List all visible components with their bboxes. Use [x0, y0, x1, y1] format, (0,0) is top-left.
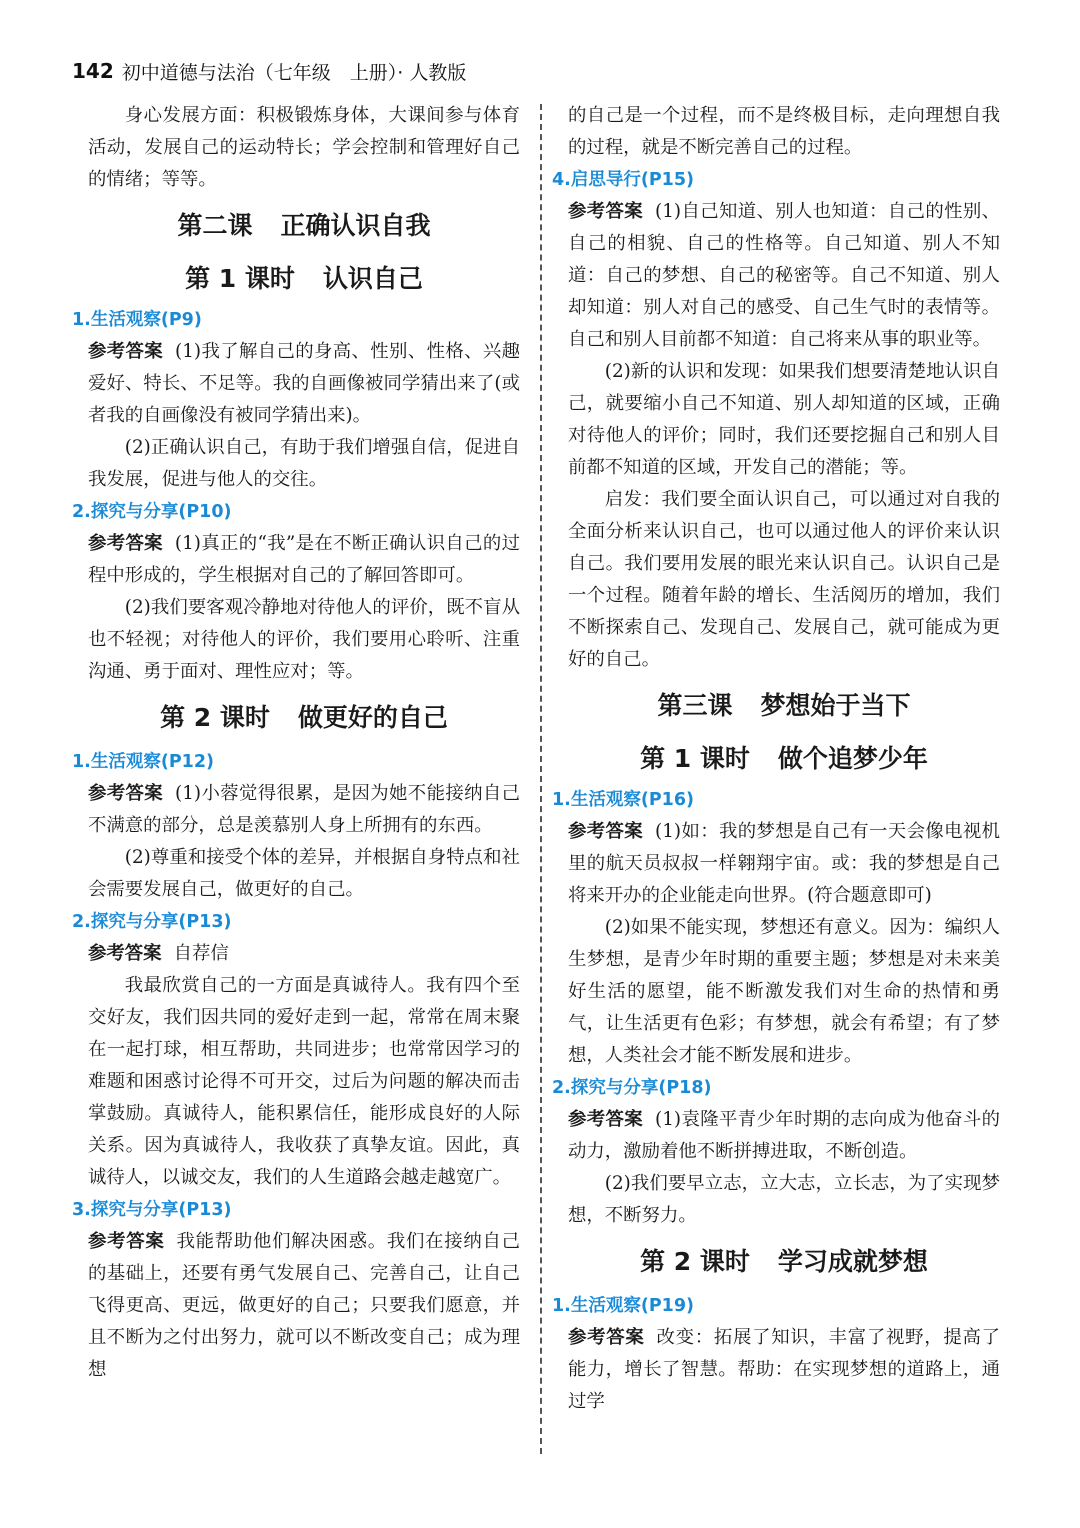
period-title — [88, 690, 520, 746]
lesson-name: 梦想始于当下 — [760, 691, 911, 720]
period-title — [88, 254, 520, 304]
answer-paragraph: (2)我们要客观冷静地对待他人的评价，既不盲从也不轻视；对待他人的评价，我们要用心聆听、注重沟通、勇于面对、理性应对；等。 — [88, 597, 520, 682]
answer-paragraph — [568, 1322, 1000, 1418]
book-title: 初中道德与法治（七年级 上册）· 人教版 — [121, 61, 467, 84]
continued-paragraph: 的自己是一个过程，而不是终极目标，走向理想自我的过程，就是不断完善自己的过程。 — [568, 105, 1000, 158]
answer-text: 改变：拓展了知识，丰富了视野，提高了能力，增长了智慧。帮助：在实现梦想的道路上，通过学 — [568, 1327, 1000, 1412]
answer-text: (1)我了解自己的身高、性别、性格、兴趣爱好、特长、不足等。我的自画像被同学猜出来了(或者我的自画像没有被同学猜出来)。 — [88, 341, 520, 426]
intro-paragraph: 身心发展方面：积极锻炼身体，大课间参与体育活动，发展自己的运动特长；学会控制和管理好自己的情绪；等等。 — [88, 105, 520, 190]
answer-label: 参考答案 — [88, 533, 163, 554]
answer-label: 参考答案 — [568, 201, 644, 222]
answer-paragraph: (2)新的认识和发现：如果我们想要清楚地认识自己，就要缩小自己不知道、别人却知道的区域，正确对待他人的评价；同时，我们还要挖掘自己和别人目前都不知道的区域，开发自己的潜能；等。 — [568, 361, 1000, 478]
answer-text: (1)袁隆平青少年时期的志向成为他奋斗的动力，激励着他不断拼搏进取，不断创造。 — [568, 1109, 1000, 1162]
answer-paragraph — [88, 938, 520, 970]
answer-text: (1)自己知道、别人也知道：自己的性别、自己的相貌、自己的性格等。自己知道、别人不知道：自己的梦想、自己的秘密等。自己不知道、别人却知道：别人对自己的感受、自己生气时的表情等。自己和别人目前都不知道：自己将来从事的职业等。 — [568, 201, 1000, 350]
answer-label: 参考答案 — [88, 341, 164, 362]
answer-paragraph: (2)我们要早立志，立大志，立长志，为了实现梦想，不断努力。 — [568, 1173, 1000, 1226]
answer-paragraph — [568, 196, 1000, 356]
answer-label: 参考答案 — [88, 1231, 165, 1252]
answer-label: 参考答案 — [568, 1109, 644, 1130]
answer-paragraph — [88, 1226, 520, 1386]
lesson-number: 第三课 — [657, 691, 733, 720]
answer-paragraph: 我最欣赏自己的一方面是真诚待人。我有四个至交好友，我们因共同的爱好走到一起，常常在周末聚在一起打球，相互帮助，共同进步；也常常因学习的难题和困惑讨论得不可开交，过后为问题的解决而击掌鼓励。真诚待人，能积累信任，能形成良好的人际关系。因为真诚待人，我收获了真挚友谊。因此，真诚待人，以诚交友，我们的人生道路会越走越宽广。 — [88, 975, 520, 1188]
answer-paragraph: (2)如果不能实现，梦想还有意义。因为：编织人生梦想，是青少年时期的重要主题；梦想是对未来美好生活的愿望，能不断激发我们对生命的热情和勇气，让生活更有色彩；有梦想，就会有希望；有了梦想，人类社会才能不断发展和进步。 — [568, 917, 1000, 1066]
period-name: 做个追梦少年 — [777, 744, 928, 773]
left-column — [72, 100, 520, 1386]
period-title — [568, 1234, 1000, 1290]
answer-label: 参考答案 — [88, 783, 164, 804]
answer-label: 参考答案 — [568, 1327, 645, 1348]
page-header — [72, 56, 466, 86]
answer-paragraph — [88, 528, 520, 592]
answer-paragraph: (2)正确认识自己，有助于我们增强自信，促进自我发展，促进与他人的交往。 — [88, 437, 520, 490]
answer-paragraph: 启发：我们要全面认识自己，可以通过对自我的全面分析来认识自己，也可以通过他人的评价来认识自己。我们要用发展的眼光来认识自己。认识自己是一个过程。随着年龄的增长、生活阅历的增加，我们不断探索自己、发现自己、发展自己，就可能成为更好的自己。 — [568, 489, 1000, 670]
lesson-title — [88, 198, 520, 254]
period-number: 第 1 课时 — [185, 264, 295, 293]
question-heading: 1.生活观察(P19) — [552, 1296, 694, 1316]
right-column — [552, 100, 1000, 1418]
answer-paragraph — [568, 1104, 1000, 1168]
answer-label: 参考答案 — [568, 821, 644, 842]
answer-text: 我能帮助他们解决困惑。我们在接纳自己的基础上，还要有勇气发展自己、完善自己，让自己飞得更高、更远，做更好的自己；只要我们愿意，并且不断为之付出努力，就可以不断改变自己；成为理想 — [88, 1231, 520, 1380]
question-heading: 2.探究与分享(P18) — [552, 1078, 712, 1098]
period-number: 第 2 课时 — [160, 703, 270, 732]
answer-paragraph — [568, 816, 1000, 912]
question-heading: 3.探究与分享(P13) — [72, 1200, 232, 1220]
answer-text: (1)如：我的梦想是自己有一天会像电视机里的航天员叔叔一样翱翔宇宙。或：我的梦想是自己将来开办的企业能走向世界。(符合题意即可) — [568, 821, 1000, 906]
column-divider — [540, 104, 542, 1454]
period-number: 第 1 课时 — [640, 744, 750, 773]
page-number: 142 — [72, 59, 114, 83]
period-name: 学习成就梦想 — [777, 1247, 928, 1276]
answer-text: (1)真正的“我”是在不断正确认识自己的过程中形成的，学生根据对自己的了解回答即可。 — [88, 533, 520, 586]
question-heading: 1.生活观察(P16) — [552, 790, 694, 810]
answer-paragraph — [88, 336, 520, 432]
question-heading: 4.启思导行(P15) — [552, 170, 694, 190]
period-title — [568, 734, 1000, 784]
question-heading: 1.生活观察(P9) — [72, 310, 202, 330]
answer-text: 自荐信 — [173, 943, 229, 964]
answer-text: (1)小蓉觉得很累，是因为她不能接纳自己不满意的部分，总是羡慕别人身上所拥有的东西。 — [88, 783, 520, 836]
lesson-name: 正确认识自我 — [280, 211, 431, 240]
lesson-title — [568, 678, 1000, 734]
question-heading: 2.探究与分享(P13) — [72, 912, 232, 932]
answer-paragraph: (2)尊重和接受个体的差异，并根据自身特点和社会需要发展自己，做更好的自己。 — [88, 847, 520, 900]
answer-paragraph — [88, 778, 520, 842]
period-name: 认识自己 — [322, 264, 423, 293]
period-number: 第 2 课时 — [640, 1247, 750, 1276]
lesson-number: 第二课 — [177, 211, 253, 240]
answer-label: 参考答案 — [88, 943, 162, 964]
question-heading: 1.生活观察(P12) — [72, 752, 214, 772]
period-name: 做更好的自己 — [297, 703, 448, 732]
question-heading: 2.探究与分享(P10) — [72, 502, 232, 522]
